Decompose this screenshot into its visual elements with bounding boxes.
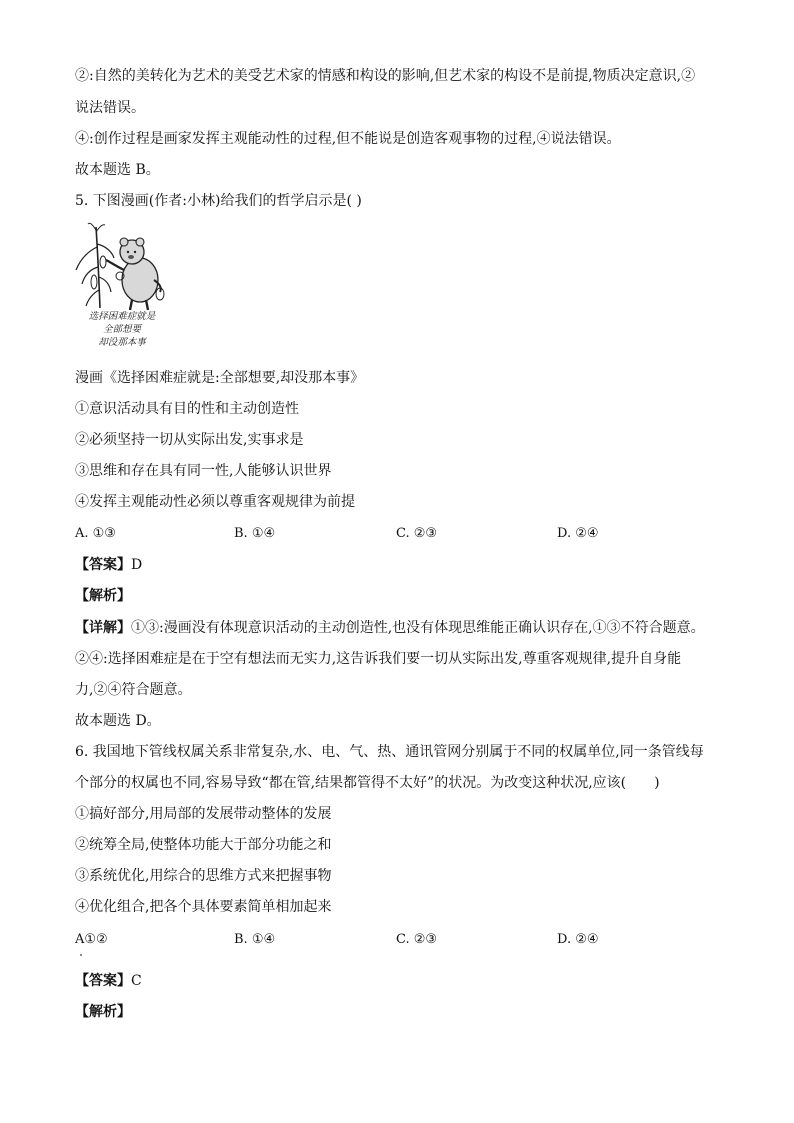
answer-row <box>75 971 735 991</box>
detail-text: ①③:漫画没有体现意识活动的主动创造性,也没有体现思维能正确认识存在,①③不符合题意。 <box>131 620 705 636</box>
option-d: D. ②④ <box>557 932 599 947</box>
option-d: D. ②④ <box>557 526 599 541</box>
text-line: 说法错误。 <box>75 100 145 116</box>
detail-tag: 【详解】 <box>75 620 131 636</box>
comic-subtitle: 漫画《选择困难症就是:全部想要,却没那本事》 <box>75 370 365 386</box>
statement: ①搞好部分,用局部的发展带动整体的发展 <box>75 806 332 822</box>
question-6-stem: 6. 我国地下管线权属关系非常复杂,水、电、气、热、通讯管网分别属于不同的权属单位,同一条管线每 <box>75 744 704 760</box>
statement: ③系统优化,用综合的思维方式来把握事物 <box>75 868 332 884</box>
text-line: ②:自然的美转化为艺术的美受艺术家的情感和构设的影响,但艺术家的构设不是前提,物质决定意识,② <box>75 68 696 84</box>
option-a: A. ①③ <box>75 526 116 541</box>
analysis-tag: 【解析】 <box>75 1004 131 1020</box>
detail-line: 故本题选 D。 <box>75 713 161 729</box>
answer-value: C <box>131 973 142 989</box>
statement: ①意识活动具有目的性和主动创造性 <box>75 401 299 417</box>
text-line: 故本题选 B。 <box>75 162 160 178</box>
comic-image <box>72 222 172 354</box>
question-5-stem: 5. 下图漫画(作者:小林)给我们的哲学启示是( ) <box>75 193 362 209</box>
statement: ④发挥主观能动性必须以尊重客观规律为前提 <box>75 494 355 510</box>
statement: ②必须坚持一切从实际出发,实事求是 <box>75 432 304 448</box>
option-c: C. ②③ <box>396 526 438 541</box>
detail-row <box>75 618 735 638</box>
option-a: A①② <box>75 932 108 947</box>
option-c: C. ②③ <box>396 932 438 947</box>
statement: ③思维和存在具有同一性,人能够认识世界 <box>75 463 332 479</box>
option-b: B. ①④ <box>234 526 276 541</box>
comic-caption-line: 全部想要 <box>102 324 141 335</box>
comic-caption-line: 选择困难症就是 <box>88 311 156 322</box>
question-6-stem: 个部分的权属也不同,容易导致“都在管,结果都管得不太好”的状况。为改变这种状况,应该( ) <box>75 775 660 791</box>
statement: ④优化组合,把各个具体要素简单相加起来 <box>75 899 332 915</box>
answer-value: D <box>131 557 143 573</box>
answer-row <box>75 555 735 575</box>
detail-line: ②④:选择困难症是在于空有想法而无实力,这告诉我们要一切从实际出发,尊重客观规律,提升自身能 <box>75 651 682 667</box>
comic-caption-line: 却没那本事 <box>98 337 146 348</box>
detail-line: 力,②④符合题意。 <box>75 682 192 698</box>
statement: ②统筹全局,使整体功能大于部分功能之和 <box>75 837 332 853</box>
analysis-tag: 【解析】 <box>75 588 131 604</box>
answer-tag: 【答案】 <box>75 557 131 573</box>
comic-drawing <box>72 222 172 312</box>
answer-tag: 【答案】 <box>75 973 131 989</box>
text-line: ④:创作过程是画家发挥主观能动性的过程,但不能说是创造客观事物的过程,④说法错误。 <box>75 131 621 147</box>
option-b: B. ①④ <box>234 932 276 947</box>
stray-dot <box>80 954 82 956</box>
